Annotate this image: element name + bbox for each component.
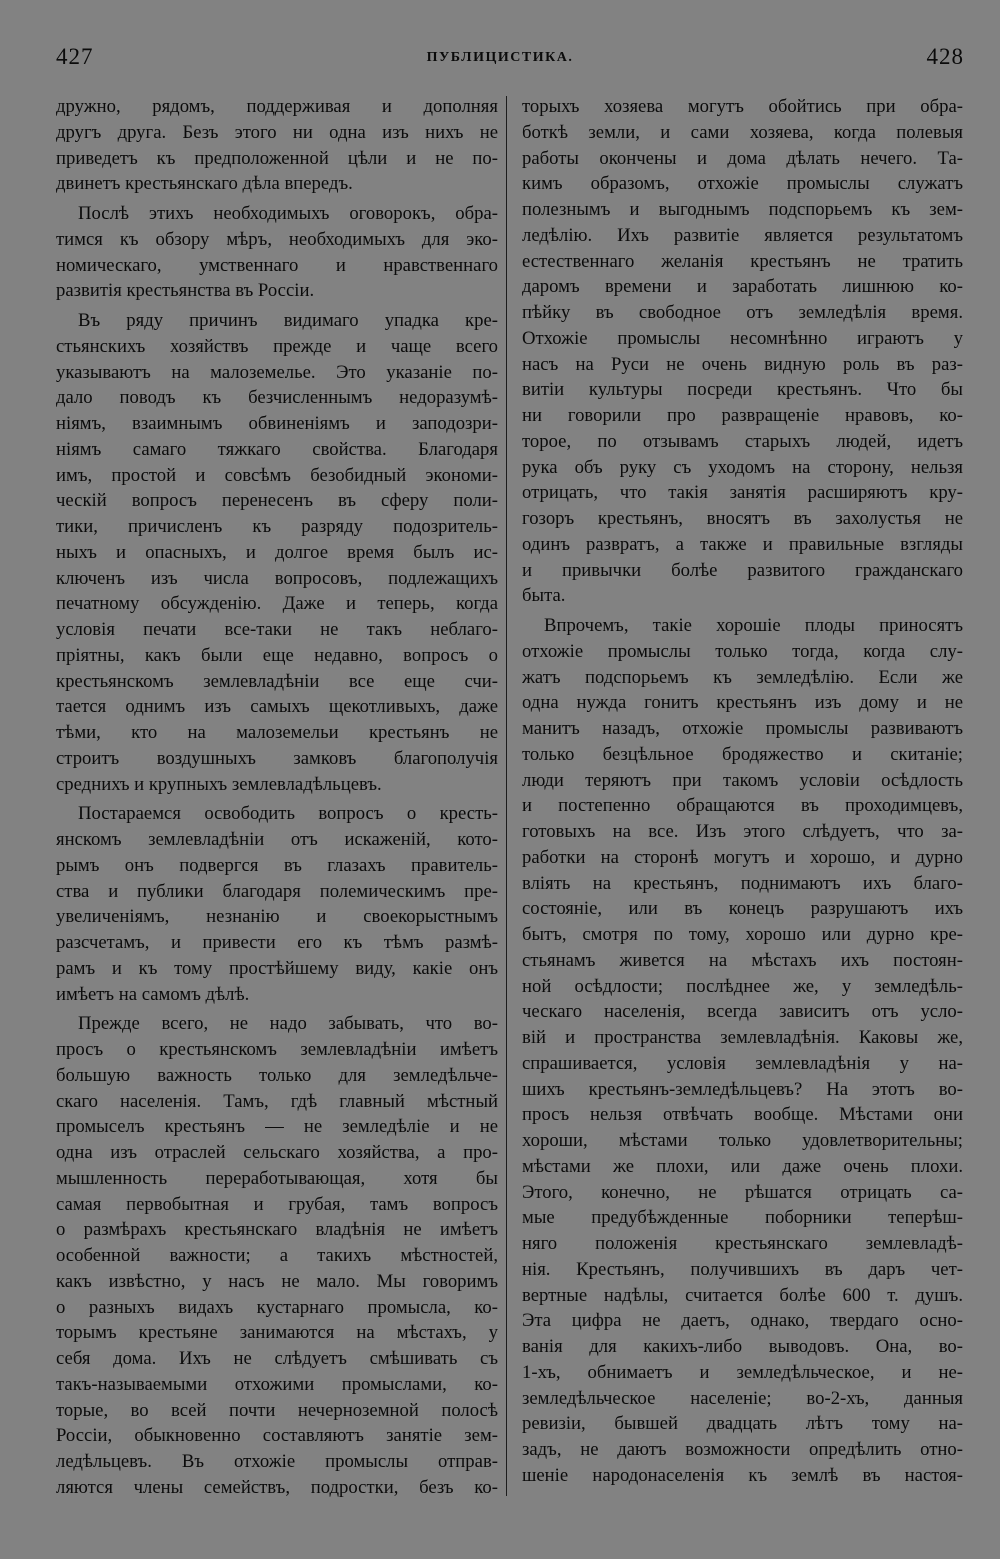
paragraph	[522, 613, 963, 1489]
text-line: полезнымъ и выгоднымъ подспорьемъ къ зем-	[522, 199, 963, 220]
text-line: мые предубѣжденные поборники теперѣш-	[522, 1207, 963, 1229]
running-head: ПУБЛИЦИСТИКА.	[426, 50, 574, 65]
paragraph	[56, 1011, 498, 1500]
text-line: указываютъ на малоземелье. Это указаніе по-	[56, 361, 498, 383]
text-line: дружно, рядомъ, поддерживая и дополняя	[56, 96, 498, 117]
text-line: кимъ образомъ, отхожіе промыслы служатъ	[522, 173, 963, 195]
text-line: дало поводъ къ безчисленнымъ недоразумѣ-	[56, 387, 498, 409]
text-line: работы окончены и дома дѣлать нечего. Та-	[522, 147, 963, 169]
right-column	[522, 94, 963, 1489]
text-line: Отхожіе промыслы несомнѣнно играютъ у	[522, 327, 963, 349]
text-line: и привычки болѣе развитого гражданскаго	[522, 559, 963, 581]
left-column	[56, 94, 498, 1501]
text-line: 1-хъ, обнимаетъ и земледѣльческое, и не-	[522, 1361, 963, 1383]
text-line: ванія для какихъ-либо выводовъ. Она, во-	[522, 1336, 963, 1357]
text-line: развитія крестьянства въ Россіи.	[56, 280, 315, 302]
text-line: пріятны, какъ были еще недавно, вопросъ о	[56, 644, 498, 666]
text-line: имъ, простой и совсѣмъ безобидный экономи-	[56, 464, 498, 486]
text-line: шеніе народонаселенія къ землѣ въ настоя-	[522, 1464, 963, 1486]
text-line: ляются члены семействъ, подростки, безъ ко-	[56, 1476, 498, 1498]
text-line: ледѣлію. Ихъ развитіе является результатомъ	[522, 224, 963, 246]
text-line: ства и публики благодаря полемическимъ пре-	[56, 880, 498, 902]
text-line: Этого, конечно, не рѣшатся отрицать са-	[522, 1181, 963, 1203]
text-line: просъ о крестьянскомъ землевладѣніи имѣетъ	[56, 1039, 498, 1060]
text-line: торыхъ хозяева могутъ обойтись при обра-	[522, 96, 963, 117]
text-line: готовыхъ на все. Изъ этого слѣдуетъ, что за-	[522, 821, 963, 842]
text-line: земледѣльческое населеніе; во-2-хъ, данныя	[522, 1387, 963, 1409]
text-line: ной осѣдлости; послѣднее же, у земледѣль-	[522, 975, 963, 997]
text-line: среднихъ и крупныхъ землевладѣльцевъ.	[56, 773, 382, 795]
text-line: торые, во всей почти нечерноземной полосѣ	[56, 1399, 498, 1421]
text-line: Въ ряду причинъ видимаго упадка кре-	[78, 310, 498, 331]
text-line: отрицать, что такія занятія расширяютъ кру-	[522, 482, 963, 504]
text-line: ледѣльцевъ. Въ отхожіе промыслы отправ-	[56, 1451, 498, 1472]
text-line: увеличеніямъ, незнанію и своекорыстнымъ	[56, 906, 498, 928]
text-line: имѣетъ на самомъ дѣлѣ.	[56, 983, 250, 1005]
text-line: Послѣ этихъ необходимыхъ оговорокъ, обра-	[78, 203, 498, 224]
text-line: задъ, не даютъ возможности опредѣлить отно-	[522, 1439, 963, 1460]
text-line: быта.	[522, 585, 566, 607]
text-line: ныхъ и опасныхъ, и долгое время былъ ис-	[56, 541, 498, 563]
text-line: отхожіе промыслы только тогда, когда слу-	[522, 640, 963, 662]
text-line: работки на сторонѣ могутъ и хорошо, и дурно	[522, 846, 963, 868]
text-line: гозоръ крестьянъ, вносятъ въ захолустья не	[522, 508, 963, 529]
text-line: манитъ назадъ, отхожіе промыслы развиваютъ	[522, 718, 963, 739]
text-line: одна нужда гонитъ крестьянъ изъ дому и не	[522, 692, 963, 714]
text-line: рамъ и къ тому простѣйшему виду, какіе онъ	[56, 957, 498, 979]
text-line: большую важность только для земледѣльче-	[56, 1064, 498, 1086]
text-line: торое, по отзывамъ старыхъ людей, идетъ	[522, 430, 963, 452]
text-line: насъ на Руси не очень видную роль въ раз-	[522, 353, 963, 375]
text-line: спрашивается, условія землевладѣнія у на-	[522, 1052, 963, 1074]
text-line: одинъ развратъ, а также и правильные взгляды	[522, 533, 963, 555]
text-line: стьянамъ живется на мѣстахъ ихъ постоян-	[522, 949, 963, 971]
text-line: условія печати все-таки не такъ неблаго-	[56, 619, 498, 640]
text-line: мышленность переработывающая, хотя бы	[56, 1167, 498, 1189]
paragraph	[56, 801, 498, 1007]
text-line: тимся къ обзору мѣръ, необходимыхъ для эко-	[56, 228, 498, 250]
text-line: строитъ воздушныхъ замковъ благополучія	[56, 747, 498, 769]
text-line: Постараемся освободить вопросъ о кресть-	[78, 803, 498, 825]
text-line: только безцѣльное бродяжество и скитаніе;	[522, 743, 963, 765]
text-line: рымъ онъ подвергся въ глазахъ правитель-	[56, 854, 498, 876]
text-line: двинетъ крестьянскаго дѣла впередъ.	[56, 173, 353, 195]
text-line: тается однимъ изъ самыхъ щекотливыхъ, даже	[56, 696, 498, 718]
text-line: вліять на крестьянъ, поднимаютъ ихъ благо-	[522, 872, 963, 894]
text-line: хороши, мѣстами только удовлетворительны;	[522, 1130, 963, 1151]
text-line: приведетъ къ предположенной цѣли и не по-	[56, 147, 498, 169]
text-line: стьянскихъ хозяйствъ прежде и чаще всего	[56, 335, 498, 357]
text-line: ческаго населенія, всегда зависитъ отъ усло-	[522, 1001, 963, 1023]
text-line: вій и пространства землевладѣнія. Каковы же,	[522, 1027, 963, 1048]
text-line: номическаго, умственнаго и нравственнаго	[56, 254, 498, 276]
text-line: бытъ, смотря по тому, хорошо или дурно кре-	[522, 924, 963, 945]
page-number-left: 427	[56, 44, 94, 69]
text-line: себя дома. Ихъ не слѣдуетъ смѣшивать съ	[56, 1348, 498, 1369]
text-line: естественнаго желанія крестьянъ не тратить	[522, 250, 963, 272]
paragraph	[56, 201, 498, 304]
text-line: ніямъ самаго тяжкаго свойства. Благодаря	[56, 438, 498, 460]
text-line: Прежде всего, не надо забывать, что во-	[78, 1013, 498, 1035]
text-line: ключенъ изъ числа вопросовъ, подлежащихъ	[56, 567, 498, 589]
text-line: янскомъ землевладѣніи отъ искаженій, кото-	[56, 829, 498, 850]
text-line: и постепенно обращаются въ проходимцевъ,	[522, 795, 963, 817]
text-line: нія. Крестьянъ, получившихъ въ даръ чет-	[522, 1258, 963, 1280]
text-line: ческій вопросъ перенесенъ въ сферу поли-	[56, 490, 498, 512]
text-line: вертные надѣлы, считается болѣе 600 т. душъ.	[522, 1284, 963, 1306]
text-line: пѣйку въ свободное отъ земледѣлія время.	[522, 302, 963, 323]
column-rule	[506, 96, 507, 1496]
page-number-right: 428	[926, 44, 964, 69]
text-line: просъ нельзя отвѣчать вообще. Мѣстами они	[522, 1104, 963, 1126]
text-line: такъ-называемыми отхожими промыслами, ко-	[56, 1373, 498, 1395]
text-line: какъ извѣстно, у насъ не мало. Мы говоримъ	[56, 1270, 498, 1292]
text-line: промыселъ крестьянъ — не земледѣліе и не	[56, 1116, 498, 1138]
text-line: рука объ руку съ уходомъ на сторону, нельзя	[522, 456, 963, 478]
text-line: особенной важности; а такихъ мѣстностей,	[56, 1245, 498, 1266]
text-line: витіи культуры посреди крестьянъ. Что бы	[522, 379, 963, 401]
text-line: другъ друга. Безъ этого ни одна изъ нихъ не	[56, 121, 498, 143]
text-line: няго положенія крестьянскаго землевладѣ-	[522, 1233, 963, 1254]
text-line: мѣстами же плохи, или даже очень плохи.	[522, 1155, 963, 1177]
text-line: состояніе, или въ конецъ разрушаютъ ихъ	[522, 898, 963, 920]
text-line: о разныхъ видахъ кустарнаго промысла, ко-	[56, 1296, 498, 1318]
text-line: о размѣрахъ крестьянскаго владѣнія не имѣетъ	[56, 1219, 498, 1241]
paragraph	[522, 94, 963, 609]
text-line: боткѣ земли, и сами хозяева, когда полевыя	[522, 121, 963, 143]
text-line: Впрочемъ, такіе хорошіе плоды приносятъ	[544, 615, 963, 636]
text-line: печатному обсужденію. Даже и теперь, когда	[56, 593, 498, 615]
text-line: люди теряютъ при такомъ условіи осѣдлость	[522, 769, 963, 791]
text-line: Россіи, обыкновенно составляютъ занятіе зем-	[56, 1425, 498, 1447]
text-line: ни говорили про развращеніе нравовъ, ко-	[522, 405, 963, 426]
text-line: одна изъ отраслей сельскаго хозяйства, а про-	[56, 1142, 498, 1163]
paragraph	[56, 94, 498, 197]
text-line: крестьянскомъ землевладѣніи все еще счи-	[56, 670, 498, 692]
text-line: тѣми, кто на малоземельи крестьянъ не	[56, 722, 498, 743]
text-line: самая первобытная и грубая, тамъ вопросъ	[56, 1193, 498, 1215]
text-line: ніямъ, взаимнымъ обвиненіямъ и заподозри-	[56, 413, 498, 434]
text-line: тики, причисленъ къ разряду подозритель-	[56, 516, 498, 537]
text-line: разсчетамъ, и привести его къ тѣмъ размѣ-	[56, 932, 498, 953]
paragraph	[56, 308, 498, 797]
text-line: даромъ времени и заработать лишнюю ко-	[522, 276, 963, 298]
text-line: ревизіи, бывшей двадцать лѣтъ тому на-	[522, 1413, 963, 1435]
text-line: Эта цифра не даетъ, однако, твердаго осно-	[522, 1310, 963, 1332]
text-line: шихъ крестьянъ-земледѣльцевъ? На этотъ во-	[522, 1078, 963, 1100]
text-line: жатъ подспорьемъ къ земледѣлію. Если же	[522, 666, 963, 688]
text-line: скаго населенія. Тамъ, гдѣ главный мѣстный	[56, 1090, 498, 1112]
text-line: торымъ крестьяне занимаются на мѣстахъ, у	[56, 1322, 498, 1344]
